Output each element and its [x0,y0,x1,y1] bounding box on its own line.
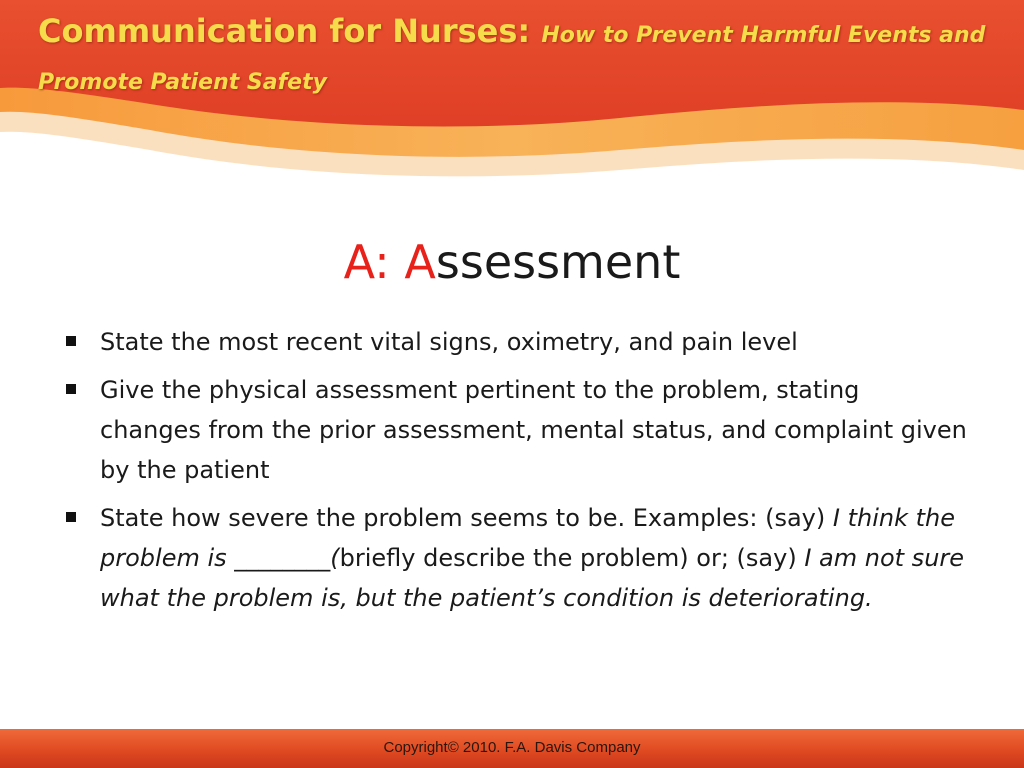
square-bullet-icon [66,336,76,346]
bullet-item [62,370,967,490]
bullet-text-italic: I think the problem is ________( [100,504,955,572]
presentation-title-main: Communication for Nurses: [38,12,542,50]
bullet-item [62,322,967,362]
slide-heading [0,232,1024,292]
bullet-text: State the most recent vital signs, oximetry, and pain level [100,328,798,356]
bullet-text: Give the physical assessment pertinent to the problem, stating changes from the prior assessment, mental status, and complaint given by the patient [100,376,967,484]
square-bullet-icon [66,384,76,394]
slide-heading-letter: A: A [343,235,436,289]
bullet-item [62,498,967,618]
footer-bar [0,729,1024,768]
copyright-notice: Copyright© 2010. F.A. Davis Company [383,739,641,756]
bullet-list [62,322,967,626]
bullet-text: briefly describe the problem) or; (say) [339,544,805,572]
bullet-text-italic: I am not sure what the problem is, but the patient’s condition is deteriorating. [100,544,965,612]
square-bullet-icon [66,512,76,522]
slide-heading-rest: ssessment [435,235,681,289]
bullet-text: State how severe the problem seems to be. Examples: (say) [100,504,833,532]
presentation-title [38,10,998,104]
presentation-title-subtitle: How to Prevent Harmful Events and Promote Patient Safety [38,23,986,95]
